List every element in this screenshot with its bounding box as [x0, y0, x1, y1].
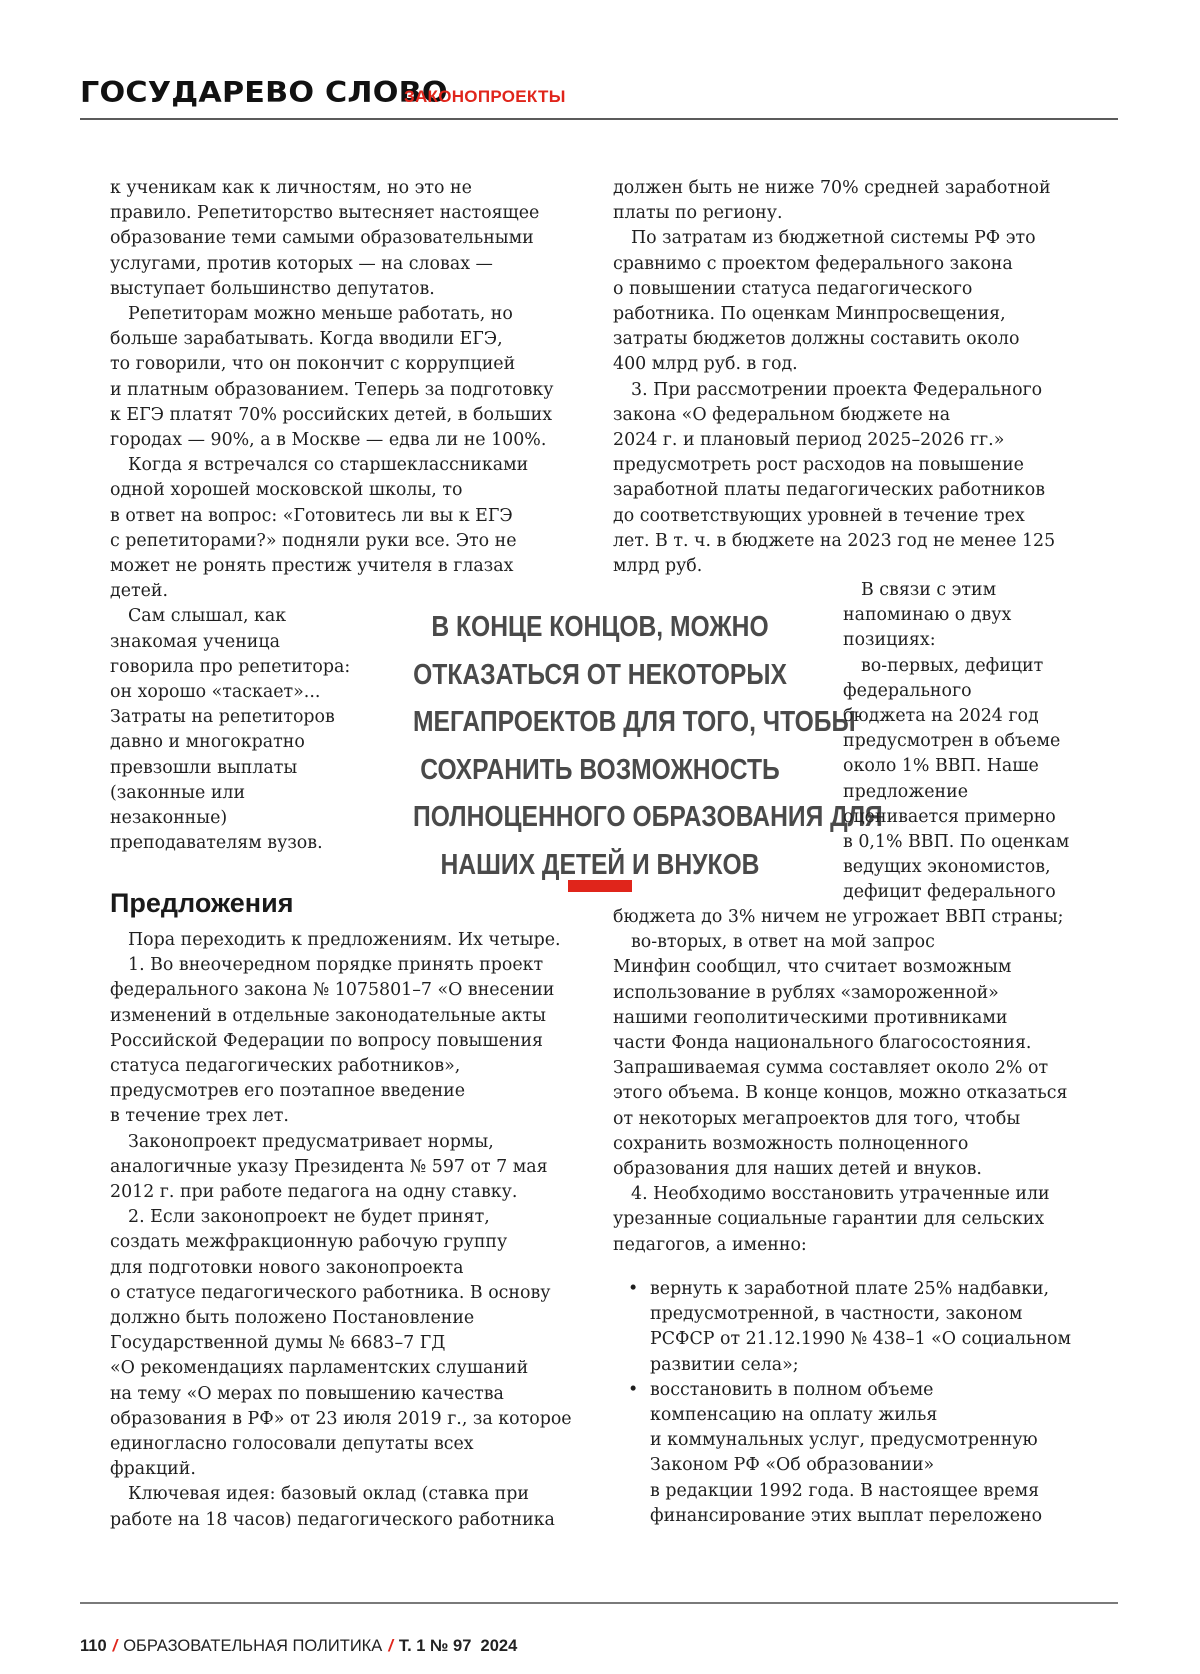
text-line: Когда я встречался со старшеклассниками — [110, 453, 553, 478]
text-line: (законные или — [110, 781, 553, 806]
pull-quote-line: НАШИХ ДЕТЕЙ И ВНУКОВ — [413, 842, 787, 890]
left-column-bottom — [110, 928, 572, 1533]
text-line: нашими геополитическими противниками — [613, 1006, 1067, 1031]
pull-quote — [413, 604, 787, 889]
text-line: детей. — [110, 579, 553, 604]
text-line: он хорошо «таскает»... — [110, 680, 553, 705]
list-item — [628, 1378, 1071, 1529]
text-line: Пора переходить к предложениям. Их четыре. — [110, 928, 572, 953]
footer-separator: / — [107, 1637, 124, 1655]
text-line: предложение — [843, 780, 1069, 805]
text-line: заработной платы педагогических работников — [613, 478, 1055, 503]
page-footer — [80, 1637, 517, 1656]
text-line: педагогов, а именно: — [613, 1233, 1067, 1258]
text-line: городах — 90%, а в Москве — едва ли не 100%. — [110, 428, 553, 453]
text-line: в течение трех лет. — [110, 1104, 572, 1129]
text-line: закона «О федеральном бюджете на — [613, 403, 1055, 428]
text-line: от некоторых мегапроектов для того, чтобы — [613, 1107, 1067, 1132]
text-line: превзошли выплаты — [110, 756, 553, 781]
text-line: «О рекомендациях парламентских слушаний — [110, 1356, 572, 1381]
footer-divider — [80, 1602, 1118, 1604]
bullet-marker: • — [628, 1378, 638, 1403]
text-line: в редакции 1992 года. В настоящее время — [650, 1479, 1071, 1504]
text-line: этого объема. В конце концов, можно отказаться — [613, 1081, 1067, 1106]
pull-quote-line: СОХРАНИТЬ ВОЗМОЖНОСТЬ — [413, 747, 787, 795]
text-line: больше зарабатывать. Когда вводили ЕГЭ, — [110, 327, 553, 352]
text-line: услугами, против которых — на словах — — [110, 252, 553, 277]
text-line: предусмотрев его поэтапное введение — [110, 1079, 572, 1104]
text-line: до соответствующих уровней в течение трех — [613, 504, 1055, 529]
section-heading: Предложения — [110, 888, 293, 919]
text-line: предусмотренной, в частности, законом — [650, 1302, 1071, 1327]
text-line: вернуть к заработной плате 25% надбавки, — [650, 1277, 1071, 1302]
text-line: одной хорошей московской школы, то — [110, 478, 553, 503]
text-line: единогласно голосовали депутаты всех — [110, 1432, 572, 1457]
text-line: аналогичные указу Президента № 597 от 7 мая — [110, 1155, 572, 1180]
text-line: Минфин сообщил, что считает возможным — [613, 955, 1067, 980]
text-line: 2. Если законопроект не будет принят, — [110, 1205, 572, 1230]
journal-name: ОБРАЗОВАТЕЛЬНАЯ ПОЛИТИКА — [123, 1637, 382, 1655]
bullet-list — [628, 1277, 1071, 1529]
text-line: лет. В т. ч. в бюджете на 2023 год не менее 125 — [613, 529, 1055, 554]
text-line: фракций. — [110, 1457, 572, 1482]
text-line: выступает большинство депутатов. — [110, 277, 553, 302]
pull-quote-line: В КОНЦЕ КОНЦОВ, МОЖНО — [413, 604, 787, 652]
brand-title: ГОСУДАРЕВО СЛОВО — [80, 76, 448, 109]
text-line: предусмотреть рост расходов на повышение — [613, 453, 1055, 478]
text-line: статуса педагогических работников», — [110, 1054, 572, 1079]
text-line: к ЕГЭ платят 70% российских детей, в больших — [110, 403, 553, 428]
text-line: работе на 18 часов) педагогического работника — [110, 1508, 572, 1533]
pull-quote-line: МЕГАПРОЕКТОВ ДЛЯ ТОГО, ЧТОБЫ — [413, 699, 787, 747]
text-line: должно быть положено Постановление — [110, 1306, 572, 1331]
text-line: изменений в отдельные законодательные акты — [110, 1004, 572, 1029]
text-line: образования для наших детей и внуков. — [613, 1157, 1067, 1182]
text-line: платы по региону. — [613, 201, 1055, 226]
text-line: В связи с этим — [843, 578, 1069, 603]
text-line: использование в рублях «замороженной» — [613, 981, 1067, 1006]
right-column-bottom — [613, 905, 1067, 1258]
text-line: к ученикам как к личностям, но это не — [110, 176, 553, 201]
text-line: Затраты на репетиторов — [110, 705, 553, 730]
text-line: урезанные социальные гарантии для сельских — [613, 1207, 1067, 1232]
text-line: во-первых, дефицит — [843, 654, 1069, 679]
text-line: знакомая ученица — [110, 630, 553, 655]
text-line: части Фонда национального благосостояния. — [613, 1031, 1067, 1056]
text-line: По затратам из бюджетной системы РФ это — [613, 226, 1055, 251]
text-line: о статусе педагогического работника. В основу — [110, 1281, 572, 1306]
text-line: Российской Федерации по вопросу повышения — [110, 1029, 572, 1054]
text-line: Запрашиваемая сумма составляет около 2% от — [613, 1056, 1067, 1081]
text-line: ведущих экономистов, — [843, 855, 1069, 880]
text-line: предусмотрен в объеме — [843, 729, 1069, 754]
text-line: Законопроект предусматривает нормы, — [110, 1130, 572, 1155]
text-line: говорила про репетитора: — [110, 655, 553, 680]
text-line: в ответ на вопрос: «Готовитесь ли вы к ЕГЭ — [110, 504, 553, 529]
text-line: может не ронять престиж учителя в глазах — [110, 554, 553, 579]
text-line: Сам слышал, как — [110, 604, 553, 629]
text-line: создать межфракционную рабочую группу — [110, 1230, 572, 1255]
text-line: федерального закона № 1075801–7 «О внесении — [110, 978, 572, 1003]
text-line: незаконные) — [110, 806, 553, 831]
text-line: позициях: — [843, 628, 1069, 653]
text-line: и коммунальных услуг, предусмотренную — [650, 1428, 1071, 1453]
text-line: бюджета до 3% ничем не угрожает ВВП страны; — [613, 905, 1067, 930]
text-line: 2012 г. при работе педагога на одну ставку. — [110, 1180, 572, 1205]
section-label: ЗАКОНОПРОЕКТЫ — [404, 87, 566, 107]
text-line: Ключевая идея: базовый оклад (ставка при — [110, 1482, 572, 1507]
text-line: напоминаю о двух — [843, 603, 1069, 628]
text-line: 2024 г. и плановый период 2025–2026 гг.» — [613, 428, 1055, 453]
header-divider — [80, 118, 1118, 120]
text-line: работника. По оценкам Минпросвещения, — [613, 302, 1055, 327]
text-line: восстановить в полном объеме — [650, 1378, 1071, 1403]
text-line: то говорили, что он покончит с коррупцией — [110, 352, 553, 377]
text-line: 1. Во внеочередном порядке принять проект — [110, 953, 572, 978]
text-line: оценивается примерно — [843, 805, 1069, 830]
text-line: затраты бюджетов должны составить около — [613, 327, 1055, 352]
text-line: давно и многократно — [110, 730, 553, 755]
text-line: образования в РФ» от 23 июля 2019 г., за которое — [110, 1407, 572, 1432]
right-column-narrow — [843, 578, 1069, 906]
text-line: Репетиторам можно меньше работать, но — [110, 302, 553, 327]
list-item — [628, 1277, 1071, 1378]
text-line: Законом РФ «Об образовании» — [650, 1453, 1071, 1478]
pull-quote-line: ОТКАЗАТЬСЯ ОТ НЕКОТОРЫХ — [413, 652, 787, 700]
issue-info: Т. 1 № 97 2024 — [399, 1637, 517, 1655]
text-line: с репетиторами?» подняли руки все. Это не — [110, 529, 553, 554]
text-line: преподавателям вузов. — [110, 831, 553, 856]
pull-quote-line: ПОЛНОЦЕННОГО ОБРАЗОВАНИЯ ДЛЯ — [413, 794, 787, 842]
text-line: на тему «О мерах по повышению качества — [110, 1382, 572, 1407]
pull-quote-accent-bar — [568, 880, 632, 892]
text-line: должен быть не ниже 70% средней заработной — [613, 176, 1055, 201]
right-column-top — [613, 176, 1055, 579]
text-line: для подготовки нового законопроекта — [110, 1256, 572, 1281]
text-line: 4. Необходимо восстановить утраченные или — [613, 1182, 1067, 1207]
text-line: около 1% ВВП. Наше — [843, 754, 1069, 779]
text-line: во-вторых, в ответ на мой запрос — [613, 930, 1067, 955]
text-line: бюджета на 2024 год — [843, 704, 1069, 729]
text-line: 3. При рассмотрении проекта Федерального — [613, 378, 1055, 403]
text-line: Государственной думы № 6683–7 ГД — [110, 1331, 572, 1356]
text-line: сохранить возможность полноценного — [613, 1132, 1067, 1157]
footer-separator: / — [382, 1637, 399, 1655]
page-number: 110 — [80, 1637, 107, 1655]
text-line: финансирование этих выплат переложено — [650, 1504, 1071, 1529]
page-header — [80, 76, 1118, 120]
text-line: образование теми самыми образовательными — [110, 226, 553, 251]
text-line: сравнимо с проектом федерального закона — [613, 252, 1055, 277]
bullet-marker: • — [628, 1277, 638, 1302]
text-line: компенсацию на оплату жилья — [650, 1403, 1071, 1428]
text-line: развитии села»; — [650, 1353, 1071, 1378]
text-line: млрд руб. — [613, 554, 1055, 579]
text-line: 400 млрд руб. в год. — [613, 352, 1055, 377]
text-line: в 0,1% ВВП. По оценкам — [843, 830, 1069, 855]
text-line: правило. Репетиторство вытесняет настоящее — [110, 201, 553, 226]
text-line: РСФСР от 21.12.1990 № 438–1 «О социальном — [650, 1327, 1071, 1352]
text-line: и платным образованием. Теперь за подготовку — [110, 378, 553, 403]
text-line: дефицит федерального — [843, 880, 1069, 905]
text-line: федерального — [843, 679, 1069, 704]
text-line: о повышении статуса педагогического — [613, 277, 1055, 302]
